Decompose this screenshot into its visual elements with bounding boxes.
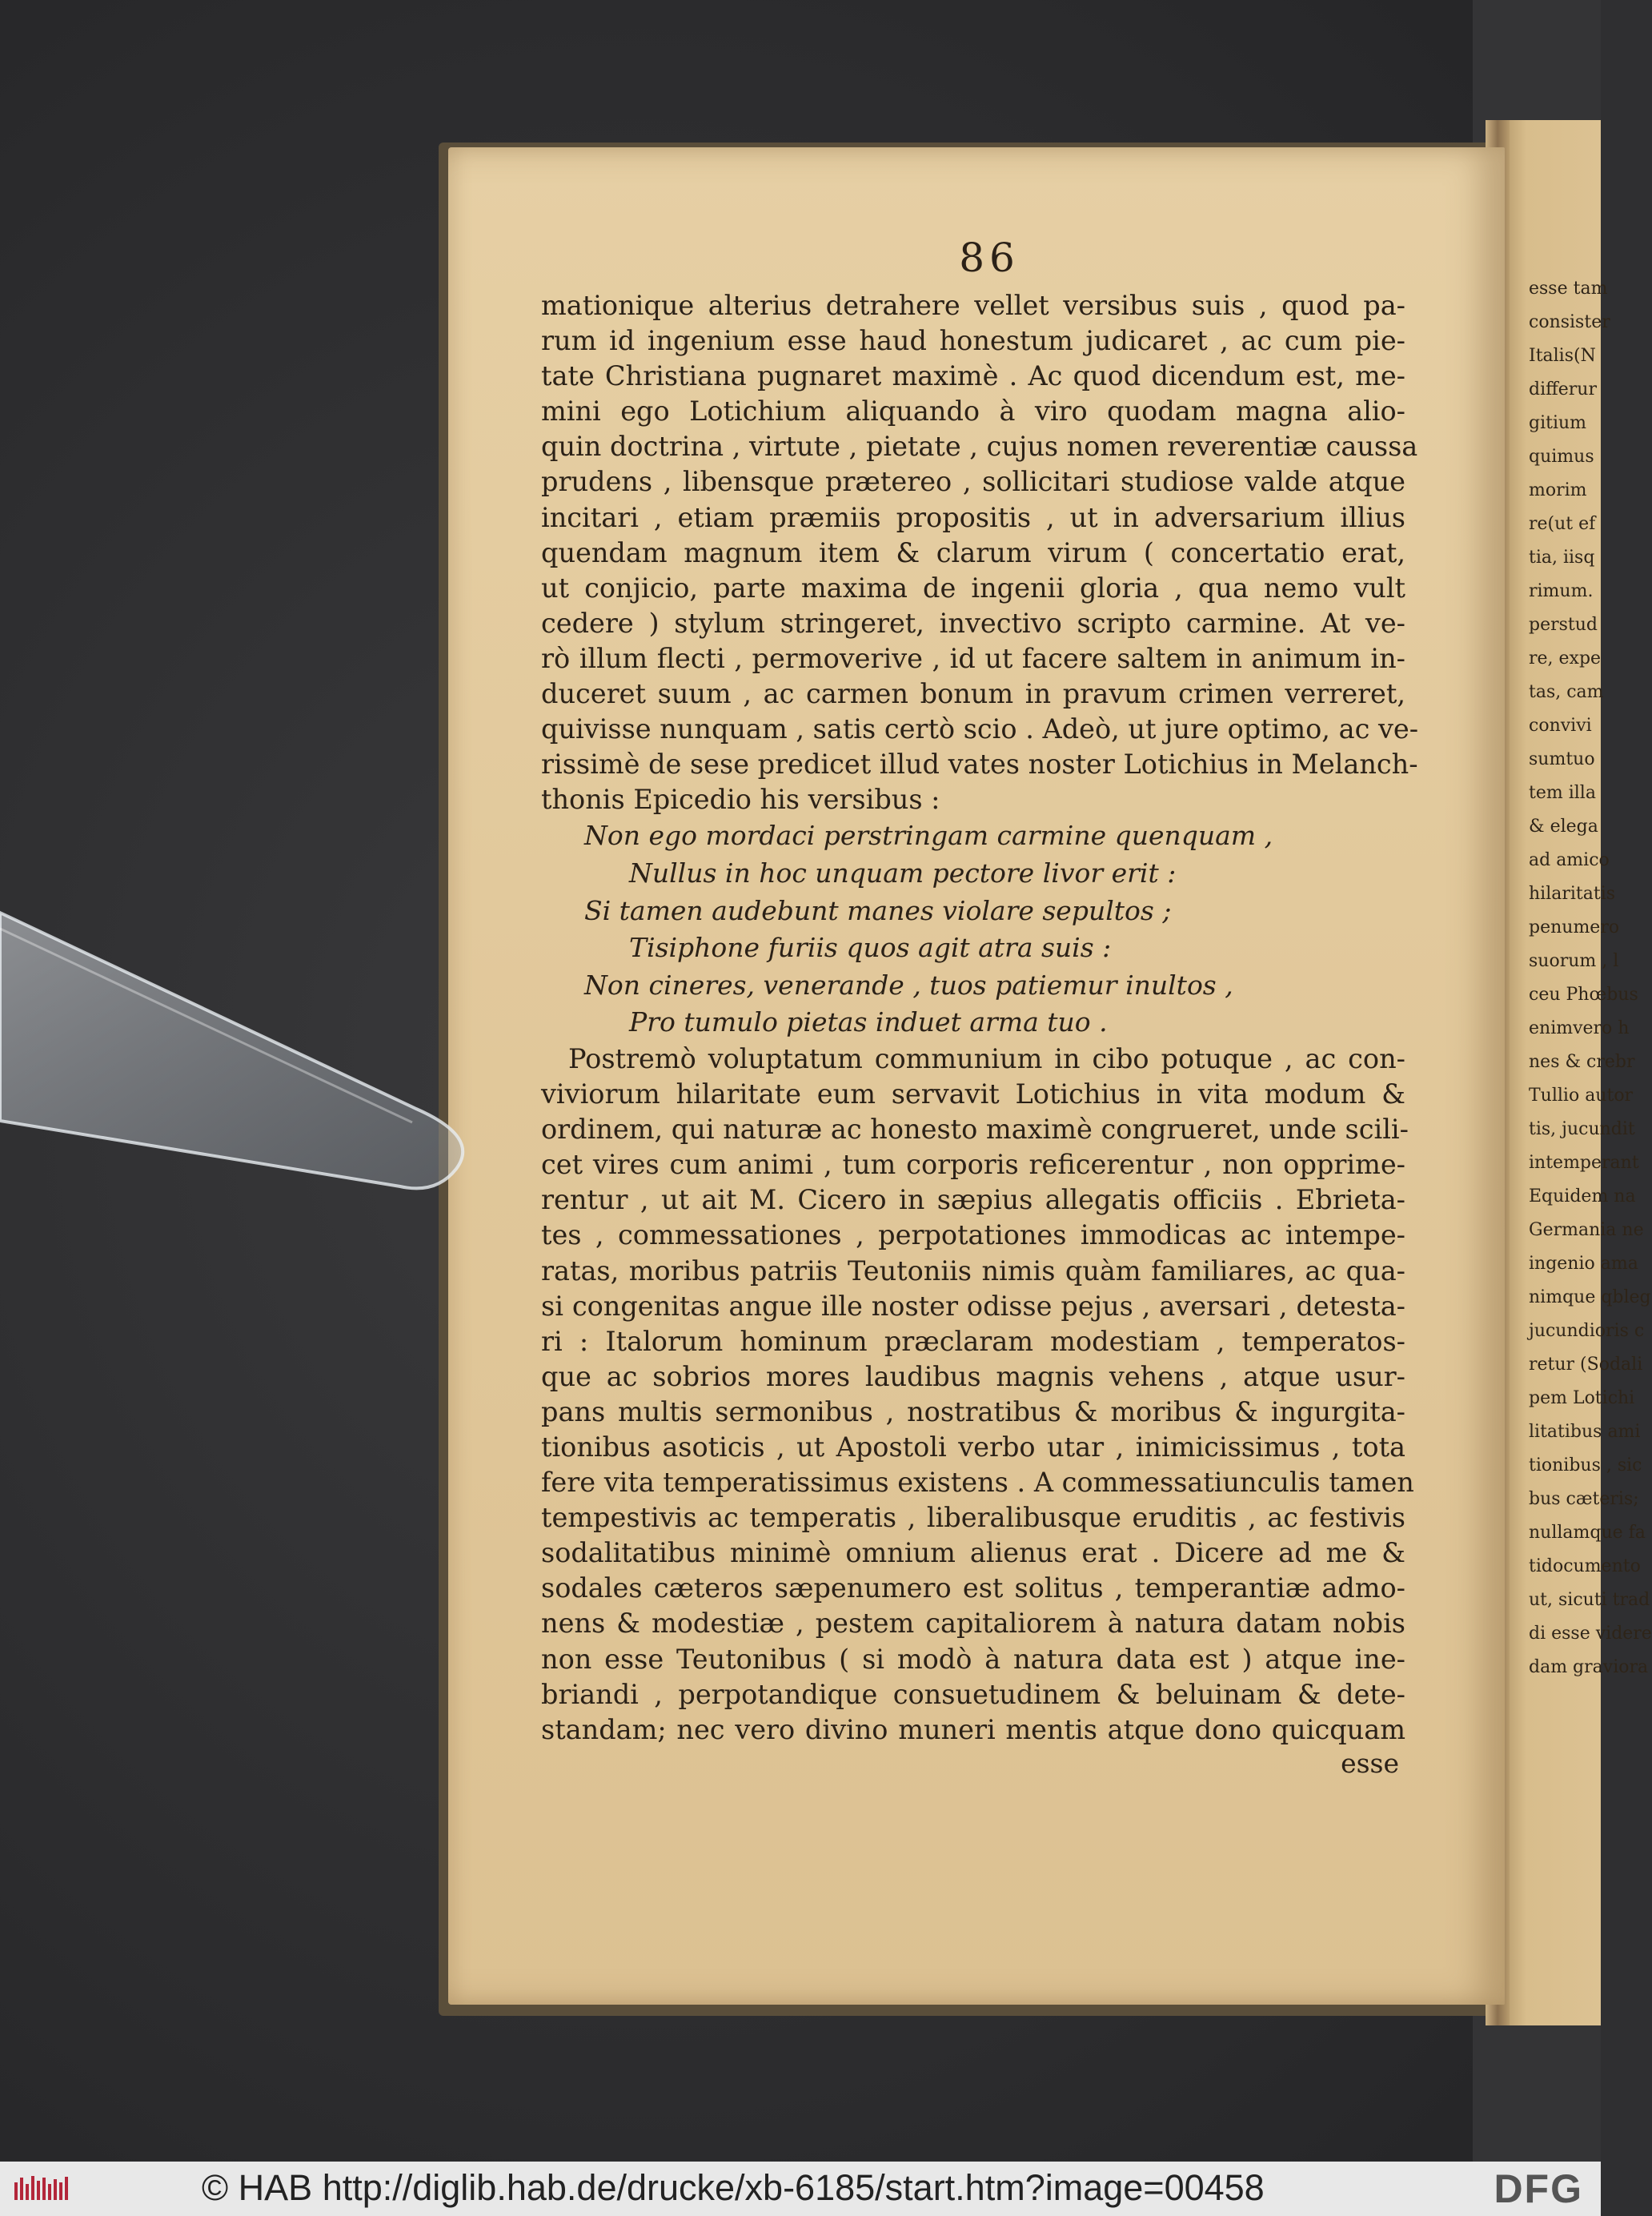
verse-line: Non ego mordaci perstringam carmine quenquam , — [584, 820, 1273, 852]
text-line: incitari , etiam præmiis propositis , ut in adversarium illius — [541, 501, 1405, 533]
text-line: ratas, moribus patriis Teutoniis nimis quàm familiares, ac qua- — [541, 1255, 1405, 1287]
facing-page-line: ingenio ama — [1529, 1254, 1638, 1274]
text-line: ut conjicio, parte maxima de ingenii gloria , qua nemo vult — [541, 572, 1405, 604]
text-line: tate Christiana pugnaret maximè . Ac quod dicendum est, me- — [541, 360, 1405, 392]
facing-page-line: tidocumento — [1529, 1556, 1641, 1576]
facing-page-line: convivi — [1529, 716, 1592, 736]
verse-line: Si tamen audebunt manes violare sepultos ; — [584, 894, 1172, 926]
verse-line: Non cineres, venerande , tuos patiemur inultos , — [584, 969, 1233, 1001]
text-line: viviorum hilaritate eum servavit Lotichius in vita modum & — [541, 1078, 1405, 1110]
facing-page-line: tas, cam — [1529, 682, 1604, 702]
text-line: Postremò voluptatum communium in cibo potuque , ac con- — [568, 1042, 1405, 1074]
facing-page — [1502, 120, 1652, 2025]
prose-section-2 — [541, 1042, 1414, 1748]
verse-block — [541, 817, 1405, 1042]
text-line: thonis Epicedio his versibus : — [541, 784, 940, 816]
facing-page-line: nes & crebr — [1529, 1052, 1635, 1072]
text-line: prudens , libensque prætereo , sollicitari studiose valde atque — [541, 466, 1405, 498]
catchword: esse — [1341, 1747, 1399, 1779]
text-line: rò illum flecti , permoverive , id ut facere saltem in animum in- — [541, 642, 1405, 674]
text-line: cedere ) stylum stringeret, invectivo scripto carmine. At ve- — [541, 607, 1405, 639]
facing-page-line: gitium — [1529, 413, 1587, 433]
facing-page-line: Tullio autor — [1529, 1086, 1634, 1106]
text-line: briandi , perpotandique consuetudinem & beluinam & dete- — [541, 1678, 1405, 1710]
facing-page-line: ceu Phœbus — [1529, 985, 1638, 1005]
facing-page-line: tem illa — [1529, 783, 1596, 803]
facing-page-line: morim — [1529, 480, 1587, 500]
verse-line: Pro tumulo pietas induet arma tuo . — [629, 1006, 1108, 1038]
facing-page-line: nullamque fa — [1529, 1523, 1646, 1543]
text-line: non esse Teutonibus ( si modò à natura data est ) atque ine- — [541, 1643, 1405, 1675]
facing-page-line: litatibus ami — [1529, 1422, 1641, 1442]
text-line: ri : Italorum hominum præclaram modestiam , temperatos- — [541, 1325, 1405, 1357]
text-line: fere vita temperatissimus existens . A commessatiunculis tamen — [541, 1467, 1414, 1499]
text-line: quendam magnum item & clarum virum ( concertatio erat, — [541, 536, 1405, 568]
text-line: pans multis sermonibus , nostratibus & moribus & ingurgita- — [541, 1395, 1405, 1427]
facing-page-line: Germania ne — [1529, 1220, 1644, 1240]
facing-page-line: jucundioris c — [1529, 1321, 1645, 1341]
text-line: quivisse nunquam , satis certò scio . Adeò, ut jure optimo, ac ve- — [541, 713, 1419, 745]
facing-page-line: pem Lotichi — [1529, 1388, 1635, 1408]
footer-bar — [0, 2162, 1601, 2216]
facing-page-line: bus cæteris; — [1529, 1489, 1639, 1509]
facing-page-line: esse tam — [1529, 279, 1608, 299]
facing-page-line: ut, sicuti trad — [1529, 1590, 1650, 1610]
text-line: standam; nec vero divino muneri mentis atque dono quicquam — [541, 1713, 1405, 1745]
text-line: si congenitas angue ille noster odisse pejus , aversari , detesta- — [541, 1290, 1405, 1322]
page-holder-clip — [0, 897, 480, 1233]
facing-page-line: intemperant — [1529, 1153, 1639, 1173]
text-line: sodales cæteros sæpenumero est solitus , temperantiæ admo- — [541, 1572, 1405, 1604]
facing-page-line: re, expe — [1529, 648, 1602, 668]
text-line: quin doctrina , virtute , pietate , cujus nomen reverentiæ caussa — [541, 431, 1418, 463]
facing-page-line: rimum. — [1529, 581, 1594, 601]
facing-page-line: enimvero h — [1529, 1018, 1630, 1038]
facing-page-line: dam graviora — [1529, 1657, 1649, 1677]
verse-line: Tisiphone furiis quos agit atra suis : — [629, 932, 1112, 964]
text-line: rum id ingenium esse haud honestum judicaret , ac cum pie- — [541, 325, 1405, 357]
facing-page-line: penumero — [1529, 917, 1620, 937]
text-line: que ac sobrios mores laudibus magnis vehens , atque usur- — [541, 1360, 1405, 1392]
facing-page-line: ad amico — [1529, 850, 1610, 870]
prose-section-1 — [541, 288, 1419, 817]
text-line: rissimè de sese predicet illud vates noster Lotichius in Melanch- — [541, 749, 1418, 781]
facing-page-line: retur (Sodali — [1529, 1355, 1643, 1375]
text-line: mationique alterius detrahere vellet versibus suis , quod pa- — [541, 290, 1405, 321]
text-line: tionibus asoticis , ut Apostoli verbo utar , inimicissimus , tota — [541, 1431, 1405, 1463]
verse-line: Nullus in hoc unquam pectore livor erit : — [629, 857, 1177, 889]
facing-page-line: perstud — [1529, 615, 1598, 635]
facing-page-text — [1529, 272, 1652, 1684]
facing-page-line: tis, jucundit — [1529, 1119, 1635, 1139]
facing-page-line: quimus — [1529, 447, 1594, 467]
text-line: ordinem, qui naturæ ac honesto maximè congrueret, unde scili- — [541, 1114, 1409, 1146]
facing-page-line: differur — [1529, 379, 1597, 399]
text-line: rentur , ut ait M. Cicero in sæpius allegatis officiis . Ebrieta- — [541, 1184, 1405, 1216]
dfg-logo: DFG — [1494, 2166, 1583, 2211]
page-number: 86 — [959, 235, 1020, 281]
facing-page-line: suorum , l — [1529, 951, 1619, 971]
facing-page-line: tionibus , sic — [1529, 1455, 1642, 1475]
copyright-url: © HAB http://diglib.hab.de/drucke/xb-6185/start.htm?image=00458 — [202, 2167, 1265, 2208]
text-line: sodalitatibus minimè omnium alienus erat . Dicere ad me & — [541, 1537, 1405, 1569]
facing-page-line: re(ut ef — [1529, 514, 1596, 534]
text-line: mini ego Lotichium aliquando à viro quodam magna alio- — [541, 395, 1405, 428]
text-line: cet vires cum animi , tum corporis reficerentur , non opprime- — [541, 1149, 1405, 1181]
text-line: tes , commessationes , perpotationes immodicas ac intempe- — [541, 1219, 1405, 1251]
facing-page-line: hilaritatis — [1529, 884, 1616, 904]
facing-page-line: & elega — [1529, 817, 1598, 837]
page-text-block — [541, 232, 1419, 1780]
facing-page-line: sumtuo — [1529, 749, 1595, 769]
facing-page-line: di esse videre — [1529, 1624, 1652, 1644]
facing-page-line: nimque qbleg — [1529, 1287, 1651, 1307]
facing-page-line: tia, iisq — [1529, 548, 1595, 568]
facing-page-line: consister — [1529, 312, 1610, 332]
hab-barcode-logo-icon — [14, 2174, 70, 2203]
text-line: duceret suum , ac carmen bonum in pravum crimen verreret, — [541, 678, 1405, 710]
text-line: nens & modestiæ , pestem capitaliorem à natura datam nobis — [541, 1608, 1405, 1640]
facing-page-line: Italis(N — [1529, 346, 1596, 366]
text-line: tempestivis ac temperatis , liberalibusque eruditis , ac festivis — [541, 1502, 1405, 1534]
facing-page-line: Equidem na — [1529, 1186, 1636, 1206]
